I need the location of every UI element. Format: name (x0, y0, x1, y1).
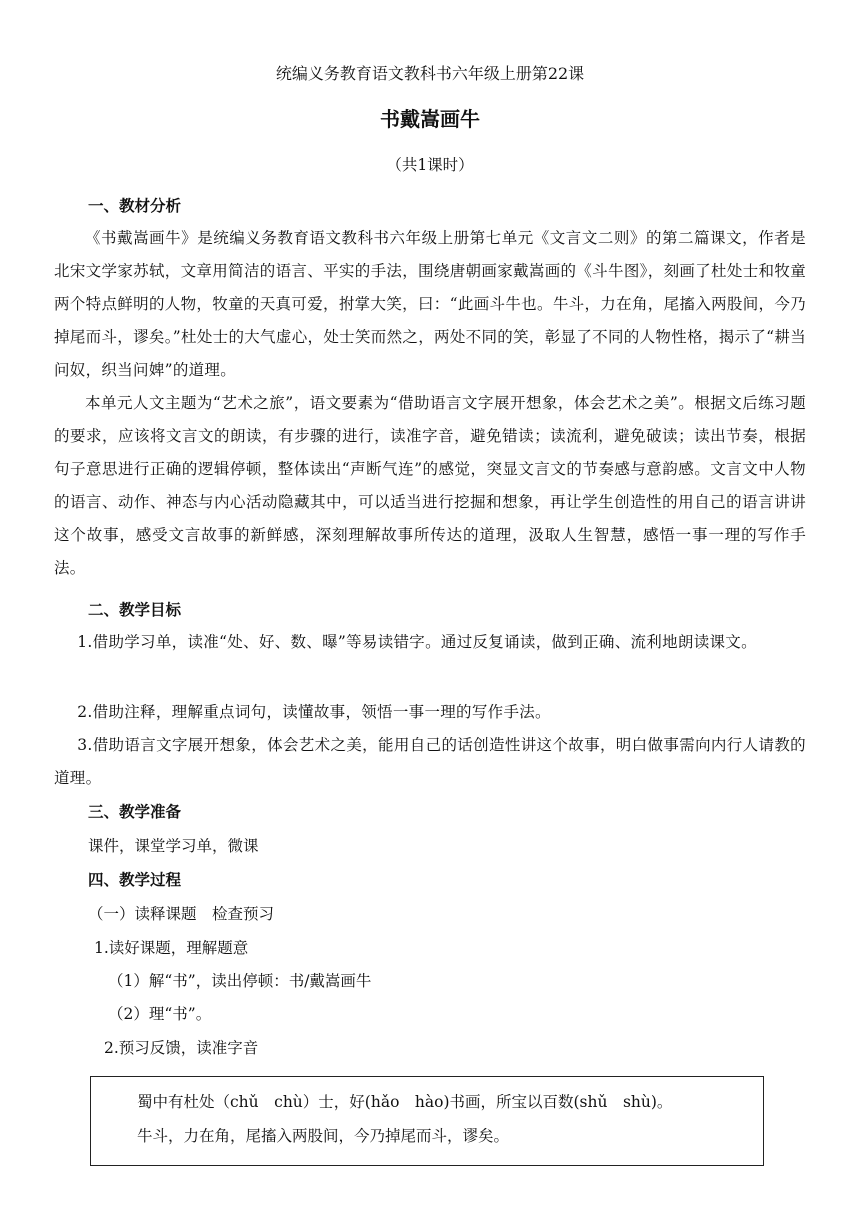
goal-item-1: 1.借助学习单，读准“处、好、数、曝”等易读错字。通过反复诵读，做到正确、流利地朗读课文。 (77, 633, 757, 651)
process-item-1: 1.读好课题，理解题意 (94, 939, 249, 957)
period-note: （共1课时） (386, 156, 474, 174)
process-item-1b: （2）理“书”。 (108, 1005, 212, 1023)
pronunciation-box-line-2: 牛斗，力在角，尾搐入两股间，今乃掉尾而斗，谬矣。 (137, 1127, 510, 1145)
process-item-1a: （1）解“书”，读出停顿：书/戴嵩画牛 (108, 972, 372, 990)
document-title: 书戴嵩画牛 (380, 107, 480, 131)
process-item-2: 2.预习反馈，读准字音 (104, 1039, 259, 1057)
goal-item-2: 2.借助注释，理解重点词句，读懂故事，领悟一事一理的写作手法。 (77, 703, 551, 721)
pronunciation-box-line-1: 蜀中有杜处（chǔ chù）士，好(hǎo hào)书画，所宝以百数(shǔ shù)。 (137, 1093, 673, 1111)
process-subheading-1: （一）读释课题 检查预习 (88, 905, 275, 923)
goal-item-3: 3.借助语言文字展开想象，体会艺术之美，能用自己的话创造性讲这个故事，明白做事需向内行人请教的道理。 (54, 736, 806, 787)
section-heading-goals: 二、教学目标 (88, 601, 182, 619)
analysis-paragraph-1: 《书戴嵩画牛》是统编义务教育语文教科书六年级上册第七单元《文言文二则》的第二篇课文，作者是北宋文学家苏轼，文章用简洁的语言、平实的手法，围绕唐朝画家戴嵩画的《斗牛图》，刻画了杜处士和牧童两个特点鲜明的人物，牧童的天真可爱，拊掌大笑，曰：“此画斗牛也。牛斗，力在角，尾搐入两股间，今乃掉尾而斗，谬矣。”杜处士的大气虚心，处士笑而然之，两处不同的笑，彰显了不同的人物性格，揭示了“耕当问奴，织当问婢”的道理。 (54, 229, 806, 379)
section-heading-preparation: 三、教学准备 (88, 803, 182, 821)
preparation-content: 课件，课堂学习单，微课 (88, 837, 259, 855)
analysis-paragraph-2: 本单元人文主题为“艺术之旅”，语文要素为“借助语言文字展开想象，体会艺术之美”。根据文后练习题的要求，应该将文言文的朗读，有步骤的进行，读准字音，避免错读；读流利，避免破读；读出节奏，根据句子意思进行正确的逻辑停顿，整体读出“声断气连”的感觉，突显文言文的节奏感与意韵感。文言文中人物的语言、动作、神态与内心活动隐藏其中，可以适当进行挖掘和想象，再让学生创造性的用自己的语言讲讲这个故事，感受文言故事的新鲜感，深刻理解故事所传达的道理，汲取人生智慧，感悟一事一理的写作手法。 (54, 394, 806, 577)
pronunciation-box (90, 1076, 764, 1166)
document-subtitle: 统编义务教育语文教科书六年级上册第22课 (275, 64, 585, 83)
section-heading-analysis: 一、教材分析 (88, 197, 182, 215)
section-heading-process: 四、教学过程 (88, 871, 182, 889)
